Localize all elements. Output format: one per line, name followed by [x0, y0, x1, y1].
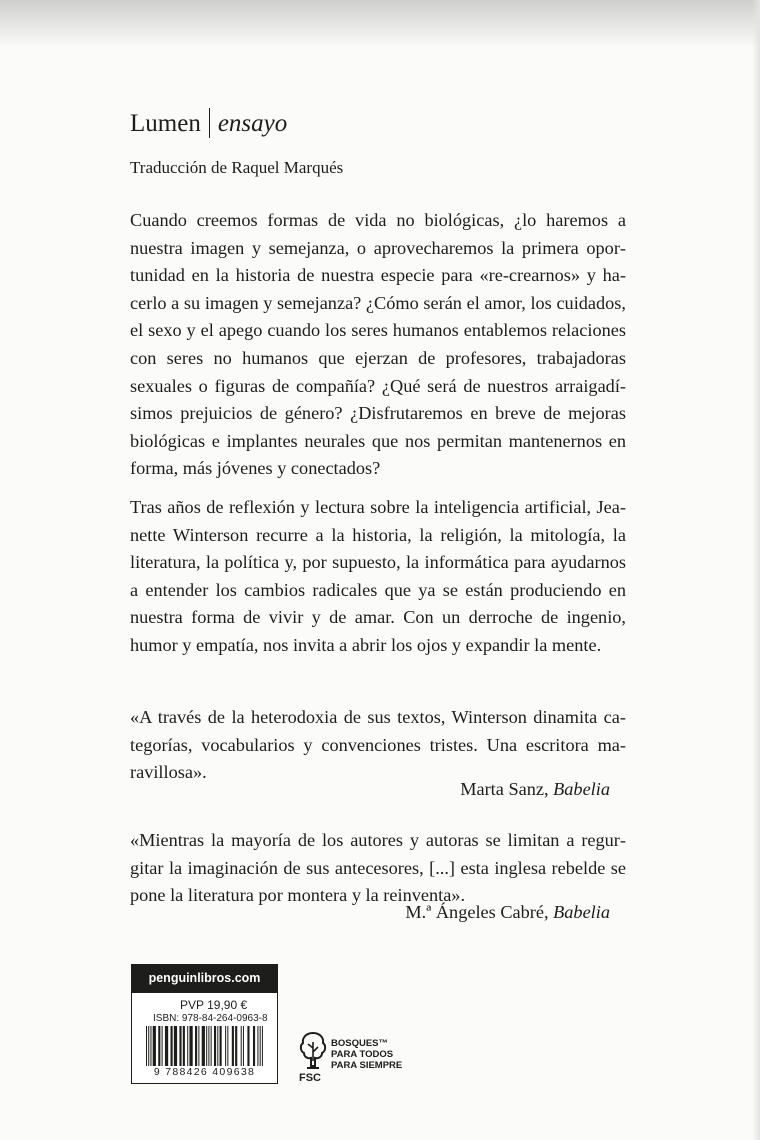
barcode-bar	[162, 1026, 163, 1066]
barcode-bar	[214, 1026, 216, 1066]
collection-name: ensayo	[217, 109, 288, 137]
review-author-2: M.ª Ángeles Cabré,	[405, 902, 549, 922]
barcode-digits: 9 788426 409638	[153, 1066, 256, 1078]
barcode-bar	[208, 1026, 209, 1066]
barcode-bar	[243, 1026, 244, 1066]
review-quote-1: «A través de la heterodoxia de sus textos, Winterson dinamita categorías, vocabularios y convenciones tristes. Una escritora maravillosa».	[130, 707, 626, 783]
barcode-bar	[241, 1026, 242, 1066]
barcode-box	[131, 992, 278, 1084]
top-edge-shadow	[0, 0, 760, 48]
barcode-bar	[195, 1026, 197, 1066]
barcode-bar	[211, 1026, 212, 1066]
barcode-bar	[146, 1026, 147, 1066]
review-source-1: Babelia	[553, 779, 610, 799]
barcode-bar	[225, 1026, 226, 1066]
fsc-slogan-line-2: PARA TODOS	[331, 1049, 394, 1060]
barcode-bar	[158, 1026, 160, 1066]
barcode-bar	[257, 1026, 258, 1066]
barcode-bar	[227, 1026, 228, 1066]
logo-divider	[209, 108, 210, 138]
fsc-slogan-line-1: BOSQUES™	[331, 1038, 389, 1049]
barcode-bar	[198, 1026, 199, 1066]
barcode-bar	[235, 1026, 237, 1066]
barcode-bar	[179, 1026, 181, 1066]
barcode-bar	[187, 1026, 188, 1066]
barcode-bar	[260, 1026, 261, 1066]
review-author-1: Marta Sanz,	[460, 779, 549, 799]
fsc-logo	[298, 1030, 408, 1086]
barcode-bar	[174, 1026, 177, 1066]
publisher-logo	[130, 108, 287, 138]
barcode-bar	[183, 1026, 185, 1066]
review-attribution-1	[460, 779, 610, 800]
fsc-slogan-line-3: PARA SIEMPRE	[331, 1060, 403, 1071]
price-label: PVP 19,90 €	[180, 998, 248, 1012]
barcode-bar	[148, 1026, 149, 1066]
imprint-name: Lumen	[130, 109, 201, 137]
barcode-bar	[171, 1026, 173, 1066]
barcode-bar	[202, 1026, 205, 1066]
synopsis-paragraph-2: Tras años de reflexión y lectura sobre la inteligencia artificial, Jeanette Winterson recurre a la historia, la religión, la mitología, la literatura, la política y, por supuesto, la informática para ayudarnos a entender los cambios radicales que ya se están produciendo en nuestra forma de vivir y de amar. Con un derroche de ingenio, humor y empatía, nos invita a abrir los ojos y expandir la mente.	[130, 497, 626, 655]
review-source-2: Babelia	[553, 902, 610, 922]
review-attribution-2	[405, 902, 610, 923]
barcode-bar	[232, 1026, 234, 1066]
barcode-bar	[206, 1026, 207, 1066]
isbn-label: ISBN: 978-84-264-0963-8	[153, 1013, 268, 1024]
barcode-bar	[247, 1026, 249, 1066]
translator-credit: Traducción de Raquel Marqués	[130, 158, 344, 177]
synopsis-paragraph-1: Cuando creemos formas de vida no biológicas, ¿lo haremos a nuestra imagen y semejanza, o aprovecharemos la primera oportunidad en la historia de nuestra especie para «re-crearnos» y hacerlo a su imagen y semejanza? ¿Cómo serán el amor, los cuidados, el sexo y el apego cuando los seres humanos entablemos relaciones con seres no humanos que ejerzan de profesores, trabajadoras sexuales o figuras de compañía? ¿Qué será de nuestros arraigadísimos prejuicios de género? ¿Disfrutaremos en breve de mejoras biológicas e implantes neurales que nos permitan mantenernos en forma, más jóvenes y conectados?	[130, 210, 626, 479]
fsc-slogan	[331, 1038, 402, 1071]
barcode-bar	[217, 1026, 218, 1066]
barcode-bar	[220, 1026, 222, 1066]
barcode-bar	[150, 1026, 151, 1066]
right-edge-shadow	[752, 0, 760, 1140]
barcode-bar	[165, 1026, 168, 1066]
barcode-icon	[146, 1026, 263, 1066]
barcode-bar	[262, 1026, 263, 1066]
review-quote-2: «Mientras la mayoría de los autores y autoras se limitan a regurgitar la imaginación de sus antecesores, [...] esta inglesa rebelde se pone la literatura por montera y la reinventa».	[130, 830, 626, 906]
barcode-bar	[253, 1026, 255, 1066]
publisher-website: penguinlibros.com	[131, 964, 278, 992]
barcode-bar	[153, 1026, 156, 1066]
fsc-abbreviation: FSC	[299, 1072, 321, 1084]
fsc-tree-icon	[298, 1030, 328, 1072]
barcode-bar	[189, 1026, 192, 1066]
